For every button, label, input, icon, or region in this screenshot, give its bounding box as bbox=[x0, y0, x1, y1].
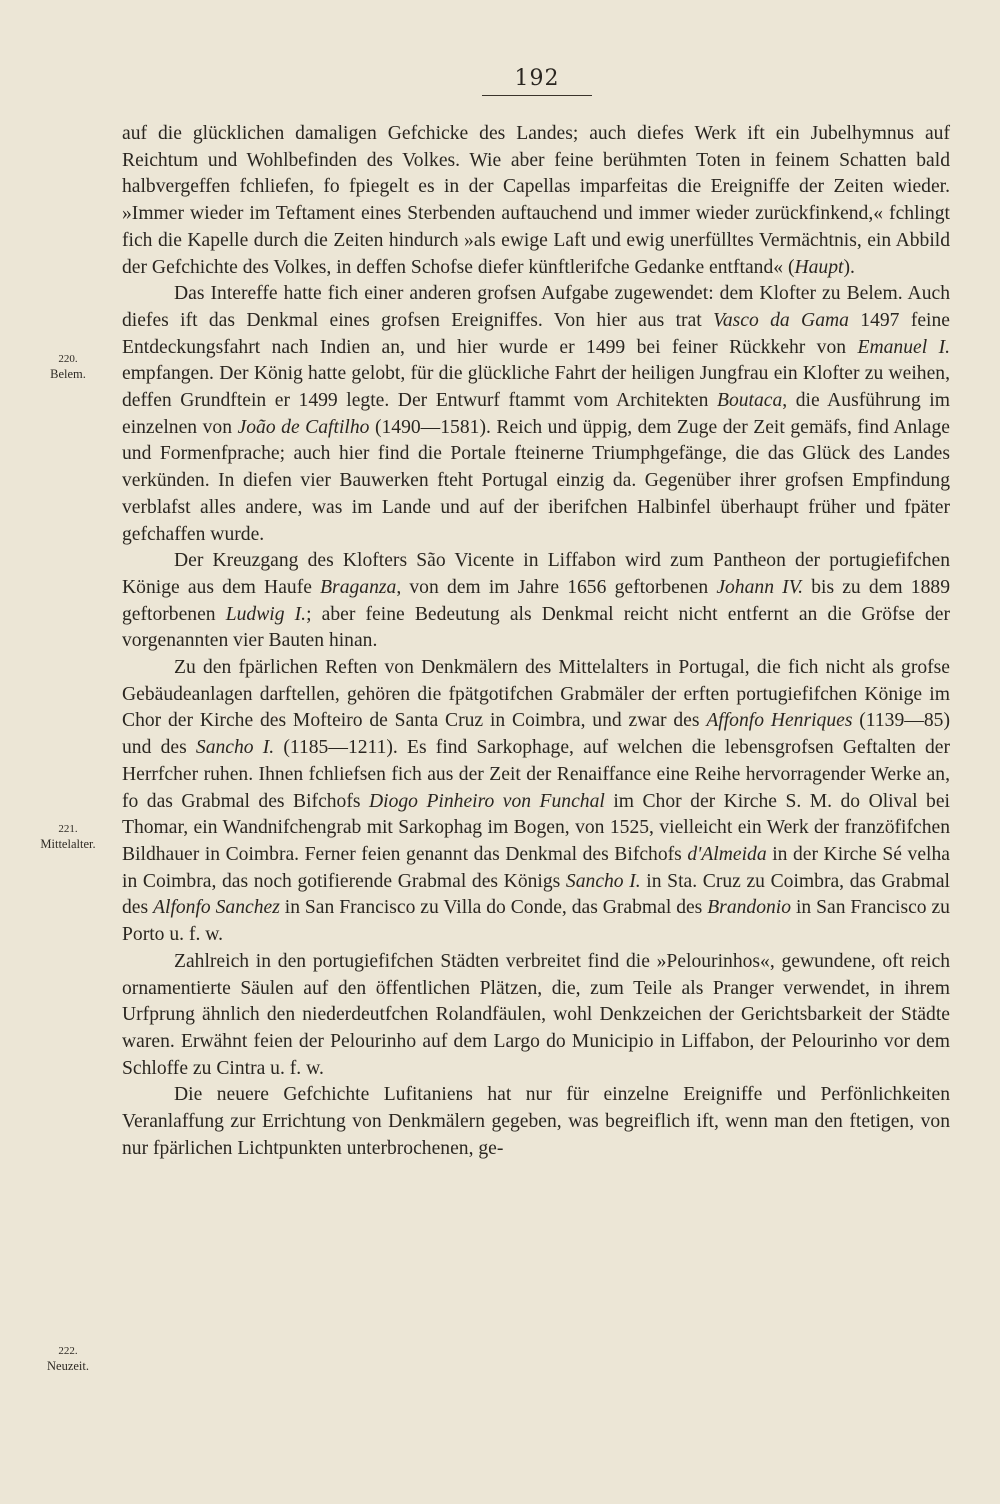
italic-text: d'Almeida bbox=[687, 843, 767, 865]
margin-note-number: 222. bbox=[58, 1345, 78, 1357]
page-number-rule bbox=[482, 95, 592, 96]
italic-text: Vasco da Gama bbox=[713, 309, 849, 331]
margin-note-label: Belem. bbox=[50, 367, 86, 381]
margin-note-belem bbox=[18, 352, 118, 382]
text-run: (1139—85) und des bbox=[122, 710, 950, 759]
paragraph bbox=[122, 1082, 950, 1162]
italic-text: Brandonio bbox=[707, 897, 792, 919]
text-run: in der Kirche Sé velha in Coimbra, das noch gotifierende Grabmal des Königs bbox=[122, 843, 950, 892]
body-text bbox=[122, 121, 950, 1162]
margin-note-mittelalter bbox=[18, 822, 118, 852]
text-run: Zu den fpärlichen Reften von Denkmälern des Mittelalters in Portugal, die fich nicht als grofse Gebäudeanlagen darftellen, gehören die fpätgotifchen Grabmäler der erften portugiefifchen Könige im Chor der Kirche des Mofteiro de Santa Cruz in Coimbra, und zwar des bbox=[122, 657, 950, 732]
italic-text: Sancho I. bbox=[195, 737, 275, 759]
margin-note-label: Neuzeit. bbox=[47, 1359, 89, 1373]
text-run: ). bbox=[843, 256, 855, 278]
text-run: (1185—1211). Es find Sarkophage, auf welchen die lebensgrofsen Geftalten der Herrfcher ruhen. Ihnen fchliefsen fich aus der Zeit der Renaiffance eine Reihe hervorragender Werke an, fo das Grabmal des Bifchofs bbox=[122, 737, 950, 812]
italic-text: Braganza bbox=[320, 576, 397, 598]
italic-text: Ludwig I. bbox=[225, 603, 307, 625]
margin-note-label: Mittelalter. bbox=[40, 837, 96, 851]
italic-text: Emanuel I. bbox=[857, 336, 950, 358]
text-run: 1497 feine Entdeckungsfahrt nach Indien an, und hier wurde er 1499 bei feiner Rückkehr von bbox=[122, 309, 950, 358]
text-run: Die neuere Gefchichte Lufitaniens hat nur für einzelne Ereigniffe und Perfönlichkeiten Veranlaffung zur Errichtung von Denkmälern gegeben, was begreiflich ift, wenn man den ftetigen, von nur fpärlichen Lichtpunkten unterbrochenen, ge- bbox=[122, 1084, 950, 1159]
text-run: in San Francisco zu Porto u. f. w. bbox=[122, 897, 950, 946]
text-run: , von dem im Jahre 1656 geftorbenen bbox=[396, 576, 717, 598]
text-run: in San Francisco zu Villa do Conde, das Grabmal des bbox=[279, 897, 708, 919]
text-run: im Chor der Kirche S. M. do Olival bei Thomar, ein Wandnifchengrab mit Sarkophag im Bogen, von 1525, vielleicht ein Werk der franzöfifchen Bildhauer in Coimbra. Ferner feien genannt das Denkmal des Bifchofs bbox=[122, 790, 950, 865]
italic-text: Boutaca bbox=[716, 390, 783, 412]
text-run: ; aber feine Bedeutung als Denkmal reicht nicht entfernt an die Gröfse der vorgenannten vier Bauten hinan. bbox=[122, 603, 951, 652]
text-run: in Sta. Cruz zu Coimbra, das Grabmal des bbox=[122, 870, 950, 919]
text-run: Zahlreich in den portugiefifchen Städten verbreitet find die »Pelourinhos«, gewundene, oft reich ornamentierte Säulen auf den öffentlichen Plätzen, die, zum Teile als Pranger verwendet, in ihrem Urfprung ähnlich den niederdeutfchen Rolandfäulen, wohl Denkzeichen der Gerichtsbarkeit der Städte waren. Erwähnt feien der Pelourinho auf dem Largo do Municipio in Liffabon, der Pelourinho vor dem Schloffe zu Cintra u. f. w. bbox=[122, 950, 950, 1079]
text-run: , die Ausführung im einzelnen von bbox=[122, 390, 950, 438]
margin-note-number: 220. bbox=[58, 353, 78, 365]
italic-text: Alfonfo Sanchez bbox=[153, 897, 280, 919]
italic-text: Diogo Pinheiro von Funchal bbox=[368, 790, 605, 812]
paragraph bbox=[122, 655, 950, 949]
paragraph bbox=[122, 949, 950, 1083]
italic-text: Sancho I. bbox=[565, 870, 641, 892]
text-run: (1490—1581). Reich und üppig, dem Zuge der Zeit gemäfs, find Anlage und Formenfprache; auch hier find die Portale fteinerne Triumphgefänge, die das Glück des Landes verkünden. In diefen vier Bauwerken fteht Portugal einzig da. Gegenüber ihrer grofsen Empfindung verblafst alles andere, was im Lande und auf der iberifchen Halbinfel überhaupt früher und fpäter gefchaffen wurde. bbox=[122, 416, 950, 545]
text-run: Der Kreuzgang des Klofters São Vicente in Liffabon wird zum Pantheon der portugiefifchen Könige aus dem Haufe bbox=[122, 550, 950, 598]
text-run: Das Intereffe hatte fich einer anderen grofsen Aufgabe zugewendet: dem Klofter zu Belem. Auch diefes ift das Denkmal eines grofsen Ereigniffes. Von hier aus trat bbox=[122, 283, 950, 331]
text-run: auf die glücklichen damaligen Gefchicke des Landes; auch diefes Werk ift ein Jubelhymnus auf Reichtum und Wohlbefinden des Volkes. Wie aber feine berühmten Toten in feinem Schatten bald halbvergeffen fchliefen, fo fpiegelt es in der Capellas imparfeitas die Ereigniffe der Zeiten wieder. »Immer wieder im Teftament eines Sterbenden auftauchend und immer wieder zurückfinkend,« fchlingt fich die Kapelle durch die Zeiten hindurch »als ewige Laft und ewig unerfülltes Vermächtnis, ein Abbild der Gefchichte des Volkes, in deffen Schofse diefer künftlerifche Gedanke entftand« ( bbox=[122, 123, 950, 278]
margin-note-number: 221. bbox=[58, 823, 78, 835]
text-run: empfangen. Der König hatte gelobt, für die glückliche Fahrt der heiligen Jungfrau ein Klofter zu weihen, deffen Grundftein er 1499 legte. Der Entwurf ftammt vom Architekten bbox=[122, 363, 950, 412]
italic-text: Haupt bbox=[794, 256, 844, 278]
italic-text: João de Caftilho bbox=[237, 416, 370, 438]
italic-text: Johann IV. bbox=[716, 576, 804, 598]
margin-note-neuzeit bbox=[18, 1344, 118, 1374]
italic-text: Affonfo Henriques bbox=[706, 710, 853, 732]
paragraph bbox=[122, 281, 950, 548]
text-run: bis zu dem 1889 geftorbenen bbox=[122, 576, 950, 625]
page-number: 192 bbox=[514, 66, 560, 91]
paragraph bbox=[122, 121, 950, 281]
paragraph bbox=[122, 548, 950, 655]
